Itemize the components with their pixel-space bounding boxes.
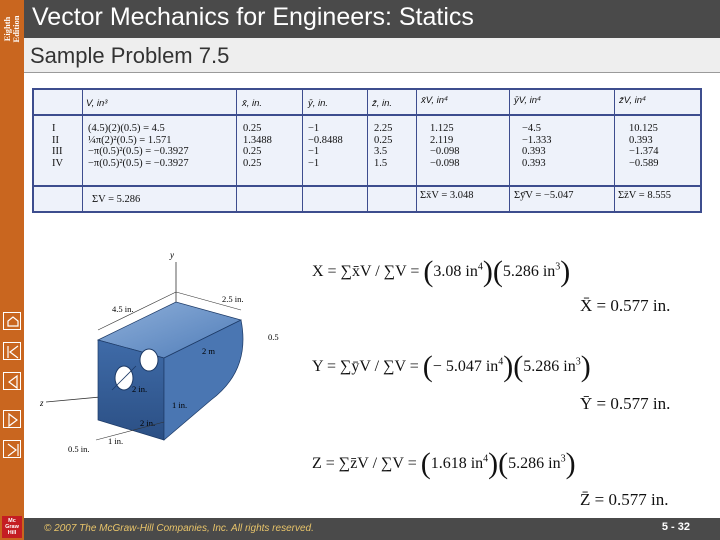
footer-bar [24,518,720,540]
dim-2m: 2 m [202,346,215,356]
part-labels [52,123,63,169]
col-divider [82,90,83,211]
part-label: IV [52,157,64,169]
part-label: III [52,146,63,158]
previous-icon [4,373,22,391]
table-cell: −1 [308,123,320,134]
table-cell: 0.393 [629,134,653,146]
xv-column [430,123,460,169]
table-cell: −0.098 [430,146,460,158]
zv-column [629,123,659,169]
header-z: z̄, in. [372,98,393,109]
home-icon [4,313,22,331]
dim-1in-right: 1 in. [172,400,188,410]
col-divider [416,90,417,211]
dim-0-5: 0.5 [268,332,279,342]
eq-z-lhs: Z = ∑z̄V / ∑V = [312,455,421,472]
previous-slide-button[interactable] [3,372,21,390]
table-cell: −4.5 [522,123,542,134]
table-cell: −π(0.5)²(0.5) = −0.3927 [88,146,189,158]
table-cell: 0.393 [522,157,546,169]
last-icon [4,441,22,459]
eq-x-den: 5.286 in [502,263,556,280]
xbar-column [243,123,272,169]
copyright-text: © 2007 The McGraw-Hill Companies, Inc. All rights reserved. [44,523,314,534]
equation-x: X = ∑x̄V / ∑V = (3.08 $in^4)(5.286$ $in^3$) [312,255,571,288]
eq-z-den: 5.286 in [508,455,561,472]
table-cell: −0.098 [430,157,460,169]
exp: 3 [560,453,566,465]
page-number: 5 - 32 [661,521,690,533]
table-cell: 1.3488 [243,134,272,146]
table-cell: −1 [308,146,320,158]
exp: 4 [477,261,483,273]
first-icon [4,343,22,361]
dim-0-5in: 0.5 in. [68,444,90,454]
result-y: Ȳ = 0.577 in. [580,394,671,413]
eq-z-num: 1.618 in [430,455,484,472]
course-title: Vector Mechanics for Engineers: Statics [32,3,474,31]
sum-xv: Σx̄V = 3.048 [420,190,474,201]
table-cell: (4.5)(2)(0.5) = 4.5 [88,123,165,134]
subtitle-bar [24,38,720,72]
first-slide-button[interactable] [3,342,21,360]
table-cell: −1.374 [629,146,659,158]
eq-x-lhs: X = ∑x̄V / ∑V = [312,263,424,280]
z-axis-label: z [40,398,44,408]
table-cell: 3.5 [374,146,388,158]
part-label: I [52,123,56,134]
eq-y-den: 5.286 in [523,358,576,375]
dim-2in-vertical: 2 in. [132,384,148,394]
zbar-column [374,123,392,169]
table-cell: −1.333 [522,134,552,146]
yv-column [522,123,552,169]
header-v: V, in³ [86,98,108,109]
edition-line2: Edition [11,15,21,43]
table-cell: 1.125 [430,123,454,134]
col-divider [509,90,510,211]
result-x: X̄ = 0.577 in. [580,296,671,315]
table-cell: 0.25 [243,157,262,169]
header-x: x̄, in. [242,98,263,109]
table-cell: 2.25 [374,123,393,134]
header-zv: z̄V, in⁴ [619,95,647,106]
table-cell: 0.25 [243,123,262,134]
header-y: ȳ, in. [308,98,329,109]
hole-2 [140,349,158,371]
col-divider [614,90,615,211]
table-cell: 1.5 [374,157,388,169]
edition-line1: Eighth [2,16,12,42]
header-xv: x̄V, in⁴ [421,95,449,106]
exp: 4 [498,356,504,368]
y-axis-label: y [170,250,174,260]
next-icon [4,411,22,429]
table-cell: −0.8488 [308,134,343,146]
col-divider [367,90,368,211]
ybar-column [308,123,343,169]
dim-1in-bottom: 1 in. [108,436,124,446]
next-slide-button[interactable] [3,410,21,428]
sum-yv: Σȳ̄V = −5.047 [514,190,574,201]
table-cell: ¼π(2)²(0.5) = 1.571 [88,134,172,146]
exp: 3 [555,261,561,273]
table-cell: −1 [308,157,320,169]
result-z: Z̄ = 0.577 in. [580,490,669,509]
last-slide-button[interactable] [3,440,21,458]
col-divider [236,90,237,211]
dim-2in-bottom: 2 in. [140,418,156,428]
divider [24,72,720,73]
exp: 4 [483,453,489,465]
col-divider [302,90,303,211]
logo-text: Mc Graw Hill [5,518,19,536]
dim-4-5in: 4.5 in. [112,304,134,314]
table-cell: 0.25 [374,134,393,146]
eq-y-lhs: Y = ∑ȳV / ∑V = [312,358,423,375]
title-bar [24,0,720,38]
volume-table [32,88,702,213]
slide-title: Sample Problem 7.5 [30,43,230,68]
part-label: II [52,134,59,146]
home-button[interactable] [3,312,21,330]
table-cell: −0.589 [629,157,659,169]
table-cell: 2.119 [430,134,454,146]
edition-label [0,0,24,56]
sum-v: ΣV = 5.286 [92,194,141,205]
header-yv: ȳV, in⁴ [514,95,542,106]
sum-zv: Σz̄V = 8.555 [618,190,671,201]
exp: 3 [575,356,581,368]
table-cell: 0.25 [243,146,262,158]
equation-z: Z = ∑z̄V / ∑V = (1.618 $in^4)(5.286$ $in^3$) [312,447,576,480]
volume-column [88,123,189,169]
table-cell: 10.125 [629,123,658,134]
dim-2-5in: 2.5 in. [222,294,244,304]
bracket-figure [36,240,296,462]
eq-x-num: 3.08 in [433,263,478,280]
table-cell: −π(0.5)²(0.5) = −0.3927 [88,157,189,169]
eq-y-num: − 5.047 in [432,358,499,375]
equation-y: Y = ∑ȳV / ∑V = (− 5.047 $in^4)(5.286$ $in^3$) [312,350,591,383]
mcgraw-hill-logo [2,516,22,538]
table-cell: 0.393 [522,146,546,158]
side-bar [0,0,24,540]
